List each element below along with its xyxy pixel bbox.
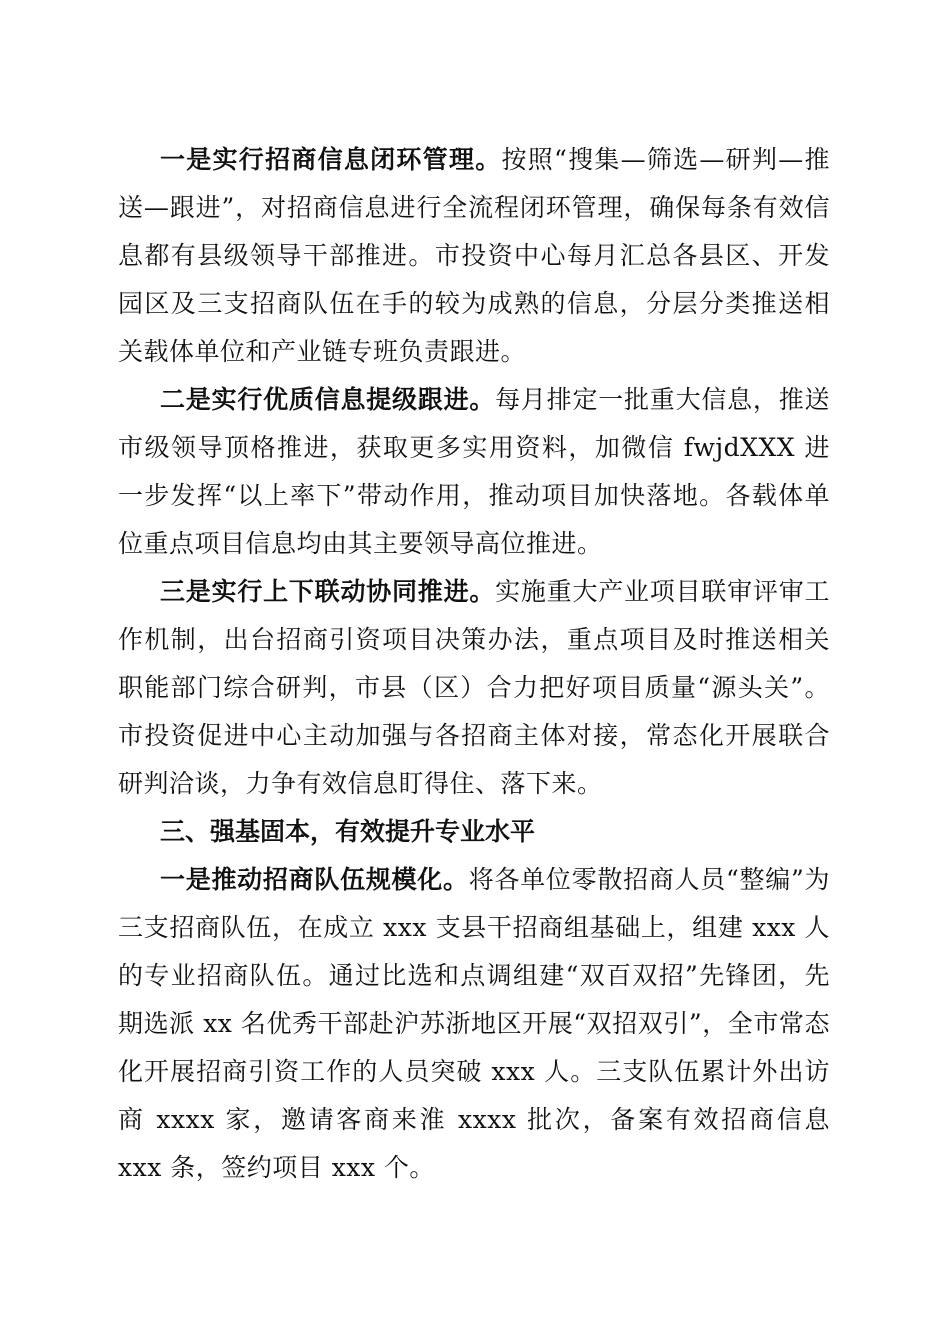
paragraph-lead: 三是实行上下联动协同推进。 <box>160 577 496 606</box>
paragraph-text: 将各单位零散招商人员“整编”为三支招商队伍，在成立 xxx 支县干招商组基础上，组建 xxx 人的专业招商队伍。通过比选和点调组建“双百双招”先锋团，先期选派 xx 名优秀干部赴沪苏浙地区开展“双招双引”，全市常态化开展招商引资工作的人员突破 xxx 人。三支队伍累计外出访商 xxxx 家，邀请客商来淮 xxxx 批次，备案有效招商信息 xxx 条，签约项目 xxx 个。 <box>118 865 830 1182</box>
section-heading-row <box>118 808 830 856</box>
paragraph-text: 按照“搜集—筛选—研判—推送—跟进”，对招商信息进行全流程闭环管理，确保每条有效信息都有县级领导干部推进。市投资中心每月汇总各县区、开发园区及三支招商队伍在手的较为成熟的信息，分层分类推送相关载体单位和产业链专班负责跟进。 <box>118 145 830 366</box>
paragraph-text: 实施重大产业项目联审评审工作机制，出台招商引资项目决策办法，重点项目及时推送相关职能部门综合研判，市县（区）合力把好项目质量“源头关”。市投资促进中心主动加强与各招商主体对接，常态化开展联合研判洽谈，力争有效信息盯得住、落下来。 <box>118 577 830 798</box>
document-page <box>118 136 830 1192</box>
paragraph-lead: 二是实行优质信息提级跟进。 <box>160 385 496 414</box>
paragraph-coordination <box>118 568 830 808</box>
paragraph-team-scale <box>118 856 830 1192</box>
section-heading: 三、强基固本，有效提升专业水平 <box>160 817 536 846</box>
paragraph-text: 每月排定一批重大信息，推送市级领导顶格推进，获取更多实用资料，加微信 fwjdXXX 进一步发挥“以上率下”带动作用，推动项目加快落地。各载体单位重点项目信息均由其主要领导高位推进。 <box>118 385 830 558</box>
paragraph-quality-info <box>118 376 830 568</box>
paragraph-lead: 一是实行招商信息闭环管理。 <box>160 145 502 174</box>
paragraph-lead: 一是推动招商队伍规模化。 <box>160 865 469 894</box>
paragraph-info-loop <box>118 136 830 376</box>
